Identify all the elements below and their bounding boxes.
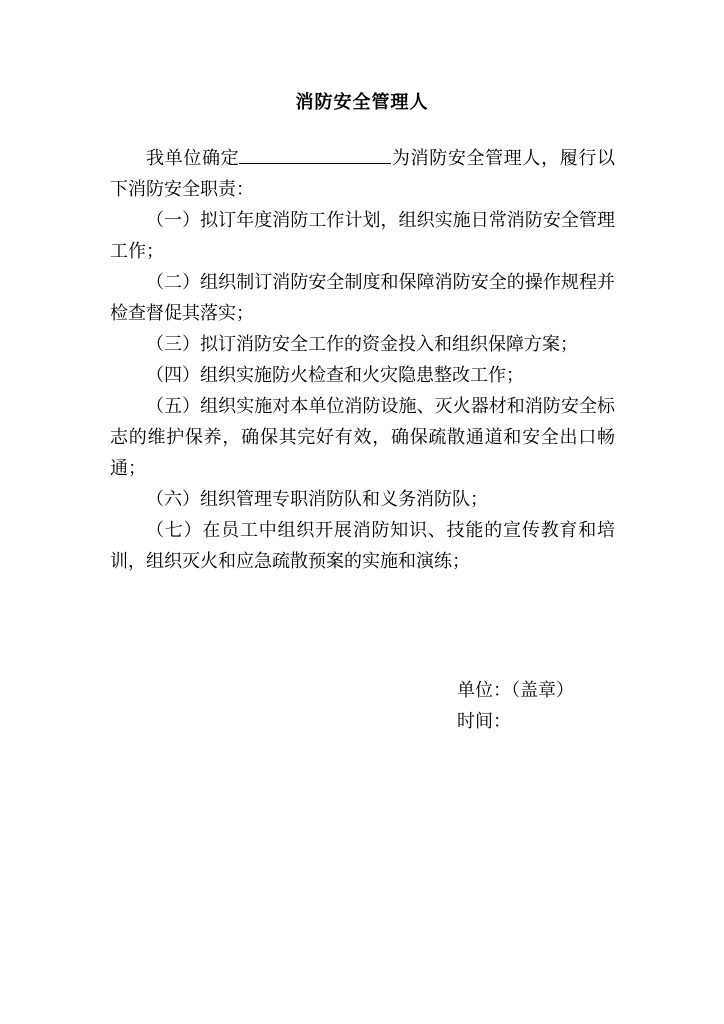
duty-item-2: （二）组织制订消防安全制度和保障消防安全的操作规程并检查督促其落实； [110,272,615,324]
duty-item-1: （一）拟订年度消防工作计划，组织实施日常消防安全管理工作； [110,210,615,262]
document-title: 消防安全管理人 [295,92,429,113]
signature-unit: 单位：（盖章） [457,680,574,701]
intro-after: 为消防安全管理人，履行以下消防安全职责： [110,148,616,200]
duty-item-5: （五）组织实施对本单位消防设施、灭火器材和消防安全标志的维护保养，确保其完好有效，确保疏散通道和安全出口畅通； [110,396,615,479]
document-body [110,143,615,577]
intro-paragraph [110,143,615,205]
signature-time: 时间： [457,711,511,732]
duty-item-3: （三）拟订消防安全工作的资金投入和组织保障方案； [146,334,578,355]
intro-before: 我单位确定 [146,148,240,169]
duty-item-4: （四）组织实施防火检查和火灾隐患整改工作； [146,365,524,386]
duty-item-7: （七）在员工中组织开展消防知识、技能的宣传教育和培训，组织灭火和应急疏散预案的实施和演练； [110,520,615,572]
duty-item-6: （六）组织管理专职消防队和义务消防队； [146,489,488,510]
name-blank-field[interactable] [239,145,391,164]
